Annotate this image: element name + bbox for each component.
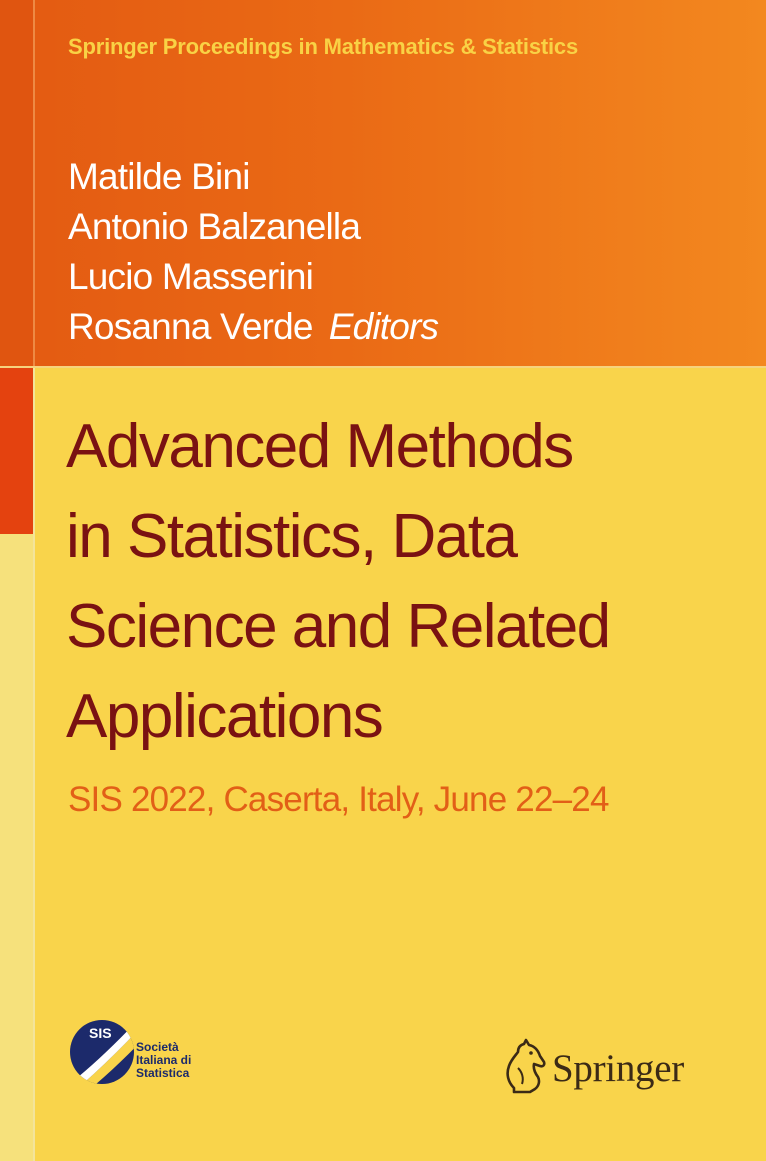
sis-name-line: Italiana di	[136, 1053, 192, 1067]
editor-name: Matilde Bini	[68, 156, 250, 197]
left-strip-top	[0, 0, 33, 368]
title-line: Science and Related	[66, 592, 610, 661]
editors-list	[68, 152, 438, 352]
book-title	[66, 402, 610, 762]
strip-divider	[33, 0, 35, 368]
left-strip-bottom	[0, 534, 33, 1161]
editor-name: Rosanna Verde	[68, 306, 313, 347]
title-line: Applications	[66, 682, 383, 751]
editor-name: Antonio Balzanella	[68, 206, 361, 247]
title-line: Advanced Methods	[66, 412, 573, 481]
sis-name-line: Statistica	[136, 1066, 190, 1080]
publisher-name: Springer	[552, 1047, 684, 1090]
left-red-block	[0, 368, 33, 534]
sis-name-line: Società	[136, 1040, 179, 1054]
band-divider	[0, 366, 766, 368]
editor-name: Lucio Masserini	[68, 256, 314, 297]
book-subtitle: SIS 2022, Caserta, Italy, June 22–24	[68, 780, 609, 819]
sis-acronym: SIS	[89, 1025, 112, 1041]
title-line: in Statistics, Data	[66, 502, 517, 571]
left-strip-line	[33, 368, 35, 1161]
editors-role-label: Editors	[328, 306, 439, 347]
series-title: Springer Proceedings in Mathematics & Statistics	[68, 34, 578, 59]
editor-name-last	[68, 302, 438, 352]
sis-name	[136, 1041, 191, 1080]
